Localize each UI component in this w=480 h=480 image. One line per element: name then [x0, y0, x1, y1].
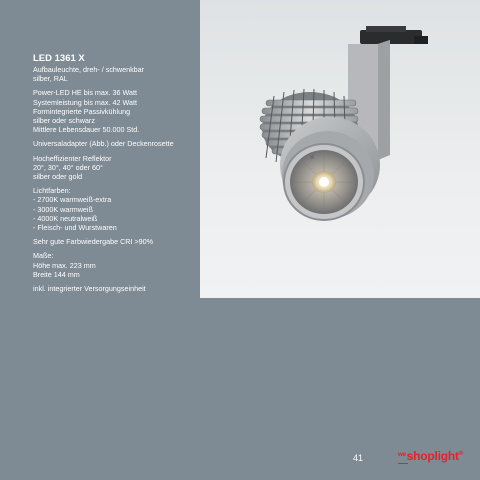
spec-light-colors [33, 186, 198, 232]
spec-line: Power-LED HE bis max. 36 Watt [33, 88, 137, 98]
track-spotlight-icon [200, 0, 480, 298]
spec-supply [33, 284, 198, 293]
page-footer [200, 446, 480, 470]
spec-line: inkl. integrierter Versorgungseinheit [33, 284, 146, 294]
spec-line: Lichtfarben: [33, 186, 71, 196]
product-title: LED 1361 X [33, 53, 85, 64]
spec-mounting [33, 65, 198, 83]
logo-underline [398, 463, 408, 464]
product-photo [200, 0, 480, 298]
logo-text: shoplight [406, 449, 459, 463]
spec-power [33, 88, 198, 134]
spec-line: Maße: [33, 251, 54, 261]
spec-line: silber, RAL [33, 74, 68, 84]
spec-line: Mittlere Lebensdauer 50.000 Std. [33, 125, 140, 135]
spec-line: Höhe max. 223 mm [33, 260, 96, 270]
spec-cri [33, 237, 198, 246]
spec-line: Formintegrierte Passivkühlung [33, 106, 131, 116]
spec-line: silber oder schwarz [33, 116, 95, 126]
spec-line: - Fleisch- und Wurstwaren [33, 223, 117, 233]
spec-line: Hocheffizienter Reflektor [33, 153, 112, 163]
spec-adapter [33, 139, 198, 148]
spec-line: silber oder gold [33, 172, 83, 182]
spec-line: 20°, 30°, 40° oder 60° [33, 162, 103, 172]
spec-line: Aufbauleuchte, dreh- / schwenkbar [33, 65, 145, 74]
page-number: 41 [353, 453, 364, 463]
spec-line: - 2700K warmweiß-extra [33, 195, 112, 205]
spec-line: - 4000K neutralweiß [33, 213, 98, 223]
spec-reflector [33, 154, 198, 182]
logo-mark: ® [458, 451, 464, 457]
product-description [33, 53, 198, 298]
spec-line: Systemleistung bis max. 42 Watt [33, 97, 137, 107]
spec-line: Breite 144 mm [33, 269, 80, 279]
spec-line: Sehr gute Farbwiedergabe CRI >90% [33, 237, 154, 247]
logo-prefix: we [398, 452, 406, 458]
spec-dimensions [33, 251, 198, 279]
spec-line: - 3000K warmweiß [33, 204, 93, 214]
brand-logo[interactable] [398, 449, 463, 463]
spec-line: Universaladapter (Abb.) oder Deckenrosette [33, 139, 174, 149]
